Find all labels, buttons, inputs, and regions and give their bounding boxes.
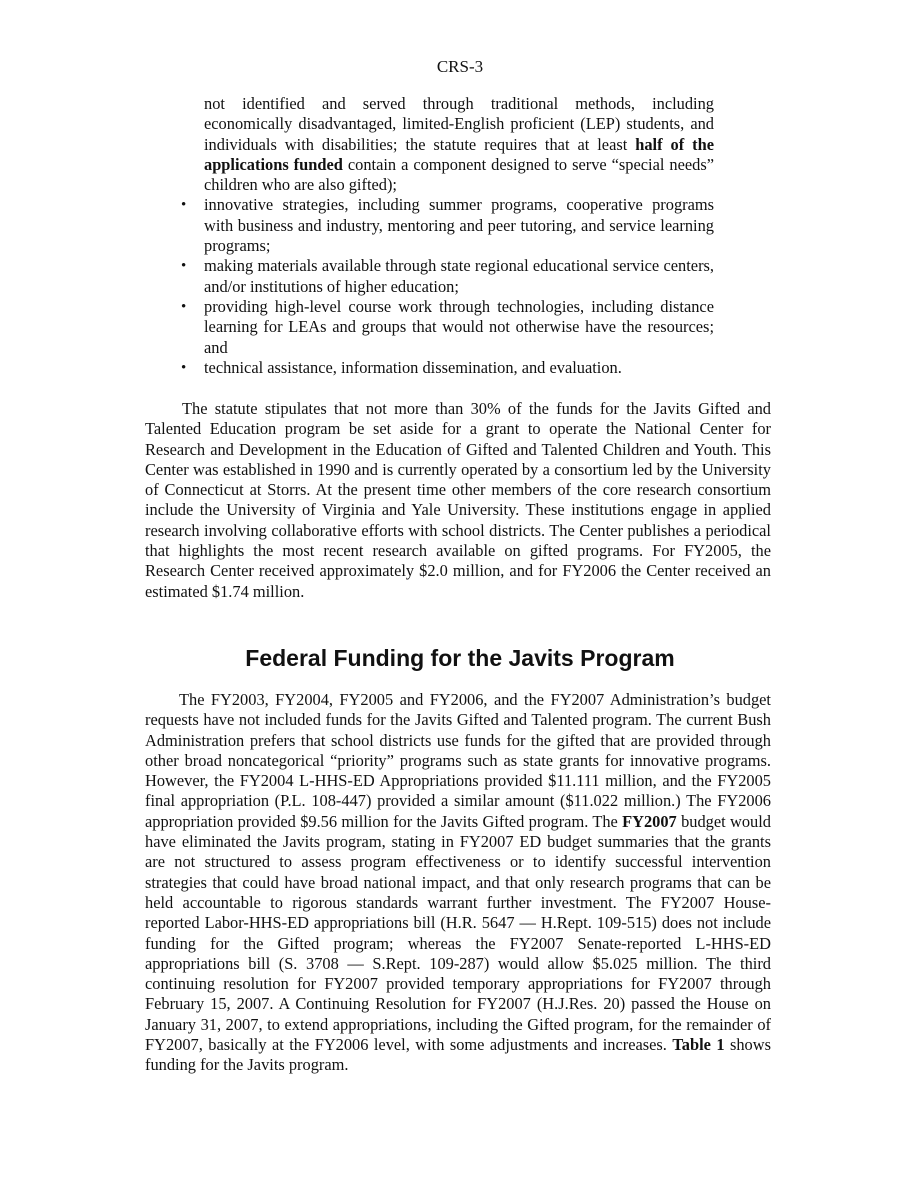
list-item-bold-text: half of the applications funded (204, 134, 714, 174)
funding-text-part1: The FY2003, FY2004, FY2005 and FY2006, and the FY2007 Administration’s budget requests have not included funds for the Javits Gifted and Talented program. The current Bush Administration prefers that school districts use funds for the gifted that are provided through other broad noncategorical “priority” programs such as state grants for innovative programs. However, the FY2004 L-HHS-ED Appropriations provided $11.111 million, and the FY2005 final appropriation (P.L. 108-447) provided a similar amount ($11.022 million.) The FY2006 appropriation provided $9.56 million for the Javits Gifted program. The (145, 690, 771, 831)
list-item (181, 296, 714, 358)
funding-bold-fy2007: FY2007 (622, 811, 677, 831)
list-item-text-before: not identified and served through traditional methods, including economically disadvantaged, limited-English proficient (LEP) students, and individuals with disabilities; the statute requires that at least (204, 94, 714, 154)
page-number-header: CRS-3 (436, 57, 484, 76)
research-center-paragraph: The statute stipulates that not more than 30% of the funds for the Javits Gifted and Talented Education program be set aside for a grant to operate the National Center for Research and Development in the Education of Gifted and Talented Children and Youth. This Center was established in 1990 and is currently operated by a consortium led by the University of Connecticut at Storrs. At the present time other members of the core research consortium include the University of Virginia and Yale University. These institutions engage in applied research involving collaborative efforts with school districts. The Center publishes a periodical that highlights the most recent research available on gifted programs. For FY2005, the Research Center received approximately $2.0 million, and for FY2006 the Center received an estimated $1.74 million. (145, 399, 771, 601)
funding-paragraph (145, 690, 771, 1076)
activities-bullet-list (181, 94, 715, 378)
funding-text-part3: shows funding for the Javits program. (145, 1035, 771, 1075)
list-item-text: innovative strategies, including summer programs, cooperative programs with business and industry, mentoring and peer tutoring, and service learning programs; (204, 195, 714, 256)
section-heading: Federal Funding for the Javits Program (245, 645, 675, 671)
list-item-text: technical assistance, information dissemination, and evaluation. (204, 357, 622, 377)
list-item (204, 94, 714, 195)
bullet-icon: • (181, 359, 187, 376)
table-reference: Table 1 (672, 1035, 725, 1055)
list-item (181, 195, 714, 256)
list-item (181, 357, 714, 378)
bullet-icon: • (181, 197, 187, 214)
list-item-text-after: contain a component designed to serve “special needs” children who are also gifted); (204, 154, 715, 195)
list-item-text: providing high-level course work through technologies, including distance learning for LEAs and groups that would not otherwise have the resources; and (204, 296, 714, 357)
funding-text-part2: budget would have eliminated the Javits program, stating in FY2007 ED budget summaries that the grants are not structured to assess program effectiveness or to identify successful intervention strategies that could have broad national impact, and that only research programs that can be held accountable to rigorous standards warrant further investment. The FY2007 House-reported Labor-HHS-ED appropriations bill (H.R. 5647 — H.Rept. 109-515) does not include funding for the Gifted program; whereas the FY2007 Senate-reported L-HHS-ED appropriations bill (S. 3708 — S.Rept. 109-287) would allow $5.025 million. The third continuing resolution for FY2007 provided temporary appropriations for FY2007 through February 15, 2007. A Continuing Resolution for FY2007 (H.J.Res. 20) passed the House on January 31, 2007, to extend appropriations, including the Gifted program, for the remainder of FY2007, basically at the FY2006 level, with some adjustments and increases. (145, 811, 771, 1055)
list-item-text: making materials available through state regional educational service centers, and/or institutions of higher education; (204, 256, 714, 296)
list-item (181, 256, 714, 297)
bullet-icon: • (181, 258, 187, 275)
bullet-icon: • (181, 298, 187, 315)
